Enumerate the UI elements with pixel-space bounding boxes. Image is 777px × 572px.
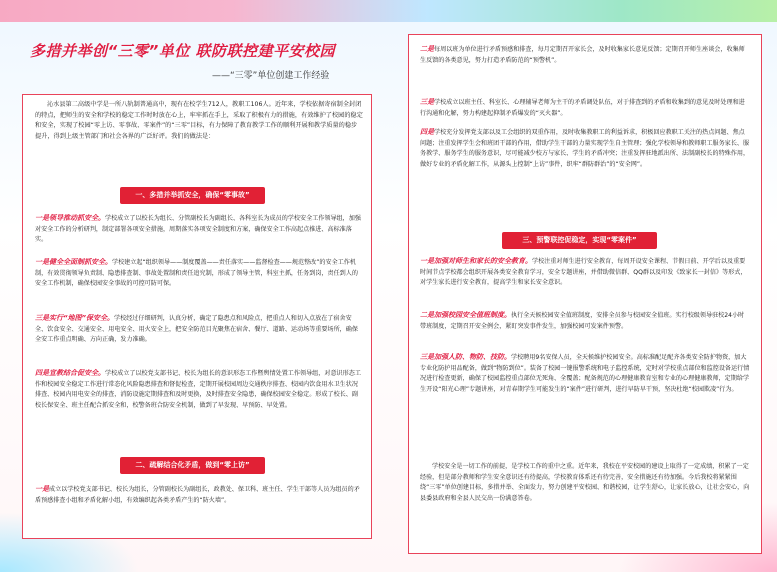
- right-item-3-text: 学校成立以班主任、科室长、心理辅导老师为主干的矛盾调处队伍，对于排查到的矛盾和收集到的意见及时处理和进行沟通和化解，努力构建起抑制矛盾爆发的“灭火器”。: [420, 99, 745, 117]
- section-1-item-3: [35, 313, 363, 346]
- section-3-heading: [502, 232, 657, 249]
- closing-paragraph: [420, 462, 750, 504]
- section-1-item-4: [35, 368, 363, 411]
- right-item-3: [420, 97, 750, 119]
- page-subtitle: ——“三零”单位创建工作经验: [212, 71, 330, 81]
- section-1-item-2-lead: 一是健全全面制抓安全。: [35, 258, 112, 266]
- section-1-item-3-text: 学校经过仔细研判，认真分析，确定了隐患点和风险点，把重点人和切入点放在了宿舍安全、饮食安全、交通安全、用电安全、用火安全上，把安全防范目光聚焦在宿舍、餐厅、道路、运动场等重要场所，确保全安工作重点明确、方向正确，发力准确。: [35, 315, 358, 343]
- section-1-item-1: [35, 213, 363, 246]
- section-3-item-2: [420, 310, 750, 332]
- section-1-item-4-lead: 四是宣教结合促安全。: [35, 369, 105, 377]
- section-1-item-3-lead: 三是实行“地图”保安全。: [35, 314, 115, 322]
- section-3-item-1-text: 学校注重对师生进行安全教育，每周开设安全课程、节假日前、开学后以及重要时间节点学校都会组织开展各类安全教育学习，安全专题讲座，并借助微信群、QQ群以及印发《致家长一封信》等形式，对学生家长进行安全教育，提高学生和家长安全意识。: [420, 258, 747, 286]
- right-item-4-text: 学校充分发挥党支部以及工会组织的双重作用，及时收集教职工的利益诉求，积极回应教职工关注的热点问题、焦点问题；注重发挥学生会和班团干部的作用，借助学生干部的力量实现学生自主管理；强化学校领导和教师职工服务家长、服务教学、服务学生的服务意识，尽可能减少校方与家长、学生的矛盾冲突；注重发挥驻地派出所、法制副校长的特殊作用，做好专业的矛盾化解工作，从源头上控制“上访”事件，织牢“群防群治”的“安全网”。: [420, 129, 750, 168]
- page-title: 多措并举创“三零”单位 联防联控建平安校园: [30, 42, 336, 60]
- section-3-item-1-lead: 一是加强对师生和家长的安全教育。: [420, 257, 532, 265]
- right-item-2-lead: 二是: [420, 45, 434, 53]
- section-3-item-3-lead: 三是加强人防、物防、技防。: [420, 353, 511, 361]
- section-2-heading: [120, 457, 265, 474]
- section-3-heading-text: 三、预警联控促稳定，实现“零案件”: [522, 236, 637, 244]
- section-2-item-1: [35, 484, 363, 506]
- section-2-item-1-text: 成立以学校党支部书记、校长为组长，分管副校长为副组长，政教处、保卫科、班主任、学生干部等人员为组员的矛盾预感排查小组和矛盾化解小组，有效编织起各类矛盾产生的“防火墙”。: [35, 486, 360, 504]
- section-3-item-2-text: 执行全天候校园安全值班制度，安排全员参与校园安全值班。实行校级领导驻校24小时带班制度，定期召开安全例会，紧盯突发事件发生，加强校园可发案件预警。: [420, 312, 745, 330]
- right-item-2: [420, 44, 750, 66]
- section-1-heading: [120, 187, 265, 204]
- right-item-3-lead: 三是: [420, 98, 434, 106]
- section-1-item-4-text: 学校成立了以校党支部书记、校长为组长的意识形态工作暨舆情处置工作领导组，对意识形态工作和校园安全稳定工作进行常态化风险隐患排查和督促检查，定期开展校园周边交通秩序排查、校园内饮食用水卫生状况排查、校园内用电安全的排查，消防设施定期排查和及时更换，及时排查安全隐患，确保校园安全稳定。形成了校长、副校长保安全、班主任配合抓安全和，校警备班合防安全机制，做到了早发现、早预防、早处置。: [35, 370, 361, 409]
- section-2-item-1-lead: 一是: [35, 485, 49, 493]
- intro-paragraph: 沁水县第二高级中学是一所八轨制普通高中，现有在校学生712人，教职工106人。近年来，学校依据寄宿制全封闭的特点，把师生的安全和学校的稳定工作时时放在心上，牢牢抓在手上，采取了积极有力的措施，有效维护了校园的稳定和安全，实现了校园“零上访、零事故、零案件”的“三零”目标，有力保障了教育教学工作的顺利开展和教学质量的稳步提升，得到上级主管部门和社会各界的广泛好评。我们的做法是：: [35, 101, 363, 140]
- section-1-item-2: [35, 257, 363, 290]
- right-item-4: [420, 127, 750, 170]
- section-1-item-1-text: 学校成立了以校长为组长、分管副校长为副组长、各科室长为成员的学校安全工作领导组，加强对安全工作的分析研判，制定部署各项安全措施，周期落实各项安全制度和方案，确保安全工作高起点推进、高标准落实。: [35, 215, 361, 243]
- section-3-item-1: [420, 256, 750, 289]
- section-3-item-3: [420, 352, 750, 395]
- section-3-item-3-text: 学校聘用9名安保人员，全天候维护校园安全。高标准配足配齐各类安全防护物资，加大专业化防护用品配备，做到“物防到位”。装备了校园一键报警系统和电子监控系统，定时对学校重点部位和监控设备运行情况进行检查更新，确保了校园监控重点部位无死角、全覆盖；配备规范的心理健康教育室和专业的心理健康教师，定期给学生开设“阳光心理”专题讲座，对青春期学生可能发生的“案件”进行研判，进行早防早干预，坚决杜绝“校园欺凌”行为。: [420, 354, 750, 393]
- top-decorative-band: [0, 0, 777, 22]
- right-item-4-lead: 四是: [420, 128, 434, 136]
- closing-text: 学校安全是一切工作的前提，是学校工作的重中之重。近年来，我校在平安校园的建设上取得了一定成绩，积累了一定经验，但是部分教师和学生安全意识还有待提高，学校教育体系还有待完善，安全措施还有待加强。今后我校将紧紧围绕“三零”单位创建目标，多措并举、全面发力，努力创建平安校园、和谐校园，让学生舒心，让家长放心，让社会安心，向县委县政府和全县人民交出一份满意答卷。: [420, 463, 750, 502]
- right-item-2-text: 每周以班为单位进行矛盾预感和排查，每月定期召开家长会，及时收集家长意见反馈；定期召开师生座谈会，收集师生反馈的各类意见，努力打造矛盾防范的“预警机”。: [420, 46, 745, 64]
- section-1-heading-text: 一、多措并举抓安全，确保“零事故”: [135, 191, 250, 199]
- section-3-item-2-lead: 二是加强校园安全值班制度。: [420, 311, 511, 319]
- section-1-item-2-text: 学校建立起“组织领导——制度覆盖——责任落实——监督检查——规范整改”的安全工作机制，有效贯彻领导负责制、隐患排查制、事故处置制和责任追究制，形成了领导主管，科室主抓，任务到岗，责任到人的安全工作机制，确保校园安全事故的可控可防可保。: [35, 259, 358, 287]
- section-1-item-1-lead: 一是领导推动抓安全。: [35, 214, 105, 222]
- section-2-heading-text: 二、疏解结合化矛盾，做到“零上访”: [135, 461, 250, 469]
